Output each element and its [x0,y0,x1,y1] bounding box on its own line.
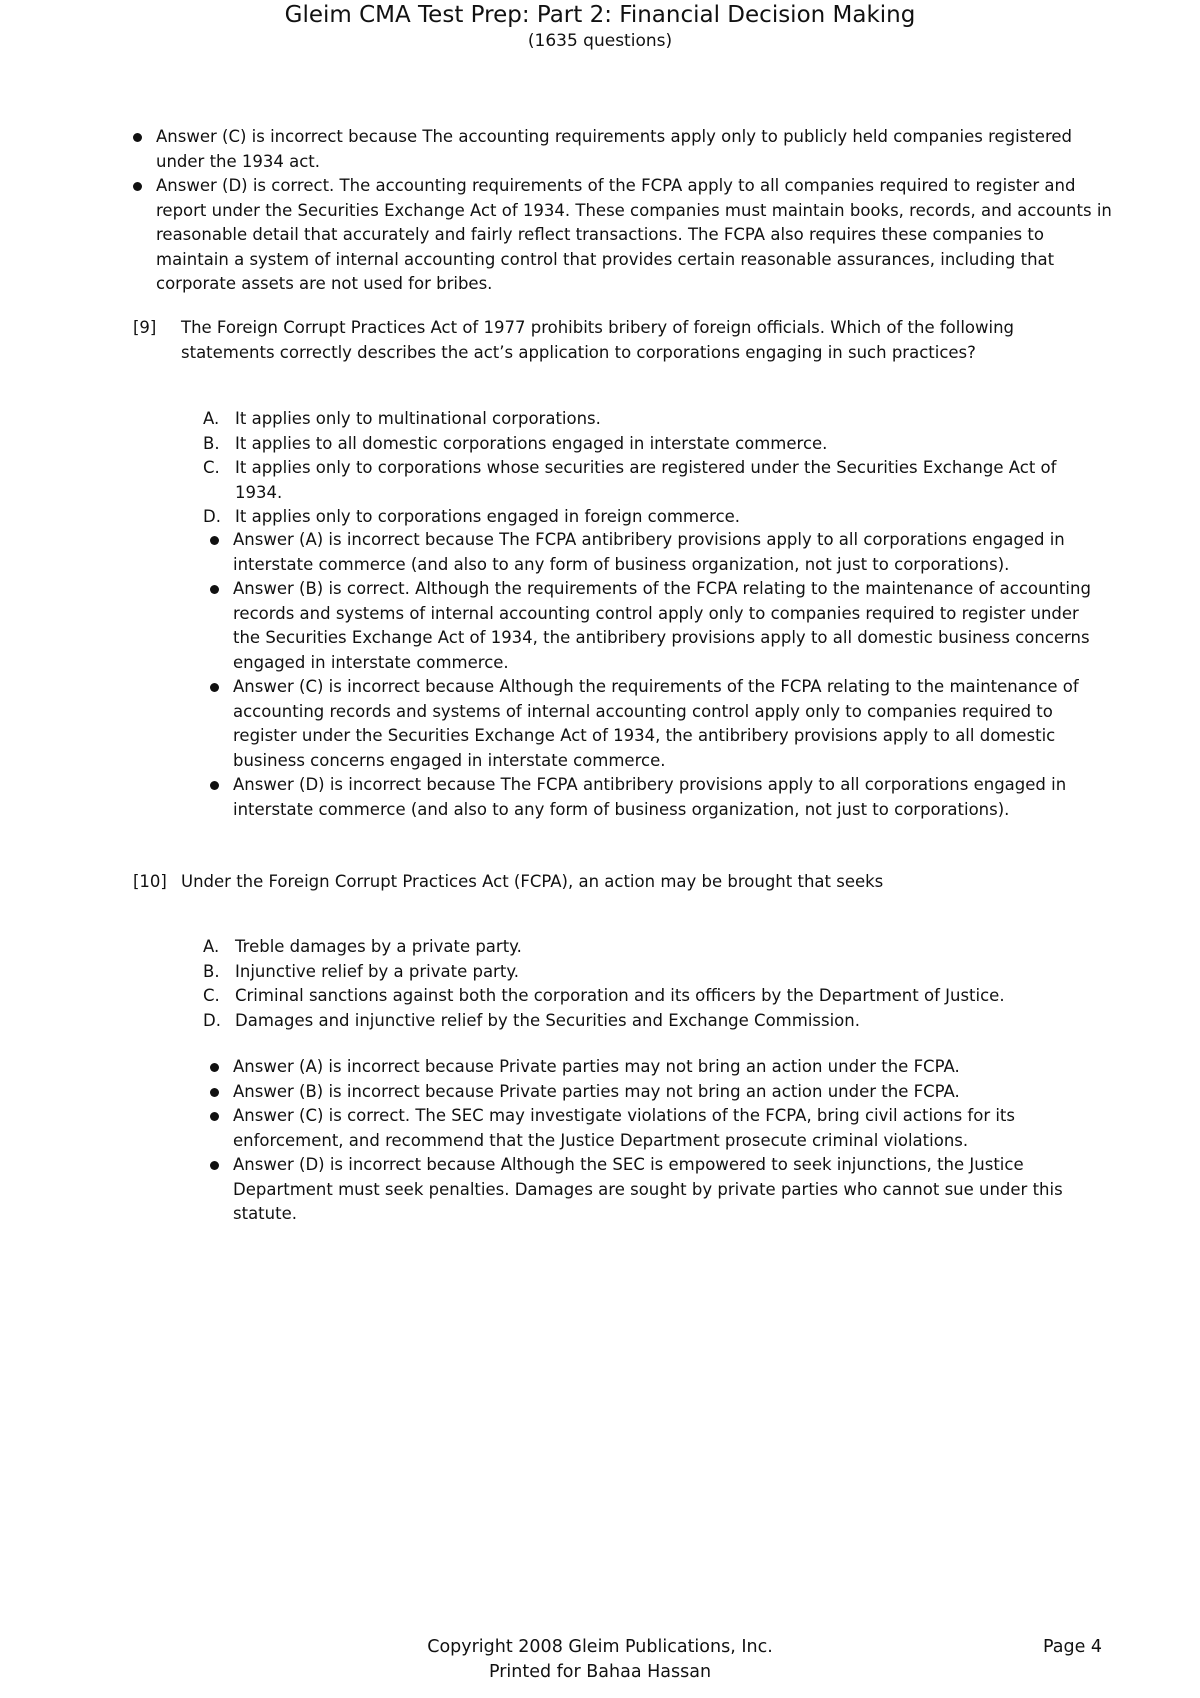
choice-d [203,505,1083,530]
previous-answer-list [133,125,1118,297]
answer-explanation: Answer (D) is correct. The accounting requirements of the FCPA apply to all companies required to register and report under the Securities Exchange Act of 1934. These companies must maintain books, records, and accounts in reasonable detail that accurately and fairly reflect transactions. The FCPA also requires these companies to maintain a system of internal accounting control that provides certain reasonable assurances, including that corporate assets are not used for bribes. [133,174,1118,297]
choice-b [203,960,1083,985]
answer-explanation: Answer (C) is incorrect because The accounting requirements apply only to publicly held companies registered under the 1934 act. [133,125,1118,174]
choice-text: It applies to all domestic corporations engaged in interstate commerce. [235,433,828,453]
choice-c [203,456,1083,505]
choice-text: Injunctive relief by a private party. [235,961,519,981]
choice-a [203,935,1083,960]
answer-explanation: Answer (C) is incorrect because Although the requirements of the FCPA relating to the maintenance of accounting records and systems of internal accounting control apply only to companies required to register under the Securities Exchange Act of 1934, the antibribery provisions apply to all domestic business concerns engaged in interstate commerce. [210,675,1110,773]
answer-explanation: Answer (A) is incorrect because Private parties may not bring an action under the FCPA. [210,1055,1110,1080]
copyright-notice: Copyright 2008 Gleim Publications, Inc. [427,1637,773,1657]
choice-text: Treble damages by a private party. [235,937,522,956]
choice-text: Damages and injunctive relief by the Securities and Exchange Commission. [235,1010,860,1030]
answer-explanation: Answer (B) is correct. Although the requirements of the FCPA relating to the maintenance of accounting records and systems of internal accounting control apply only to companies required to register under the Securities Exchange Act of 1934, the antibribery provisions apply to all domestic business concerns engaged in interstate commerce. [210,577,1110,675]
choice-letter: C. [203,986,220,1005]
question-10-choices [203,935,1083,1033]
choice-text: Criminal sanctions against both the corporation and its officers by the Department of Justice. [235,986,1005,1005]
choice-letter: A. [203,937,220,956]
choice-a [203,407,1083,432]
choice-letter: D. [203,1010,221,1030]
choice-letter: B. [203,433,220,453]
answer-explanation: Answer (C) is correct. The SEC may investigate violations of the FCPA, bring civil actions for its enforcement, and recommend that the Justice Department prosecute criminal violations. [210,1104,1110,1153]
choice-c [203,984,1083,1009]
question-text: The Foreign Corrupt Practices Act of 1977 prohibits bribery of foreign officials. Which of the following statements correctly describes the act’s application to corporations engaging in such practices? [181,318,1015,362]
document-title: Gleim CMA Test Prep: Part 2: Financial Decision Making [284,2,916,28]
choice-letter: C. [203,458,220,477]
choice-text: It applies only to multinational corporations. [235,409,601,428]
answer-explanation: Answer (D) is incorrect because The FCPA antibribery provisions apply to all corporations engaged in interstate commerce (and also to any form of business organization, not just to corporations). [210,773,1110,822]
question-9-choices [203,407,1083,530]
printed-for: Printed for Bahaa Hassan [488,1662,712,1682]
answer-explanation: Answer (B) is incorrect because Private parties may not bring an action under the FCPA. [210,1080,1110,1105]
question-text: Under the Foreign Corrupt Practices Act (FCPA), an action may be brought that seeks [181,872,884,891]
question-number: [9] [133,318,157,337]
question-10 [133,870,1053,895]
answer-explanation: Answer (A) is incorrect because The FCPA antibribery provisions apply to all corporations engaged in interstate commerce (and also to any form of business organization, not just to corporations). [210,528,1110,577]
choice-letter: A. [203,409,220,428]
question-9 [133,316,1053,365]
choice-letter: D. [203,507,221,526]
choice-text: It applies only to corporations whose securities are registered under the Securities Exchange Act of 1934. [235,458,1057,502]
answer-explanation: Answer (D) is incorrect because Although the SEC is empowered to seek injunctions, the Justice Department must seek penalties. Damages are sought by private parties who cannot sue under this statute. [210,1153,1110,1227]
question-10-answers [210,1055,1110,1227]
question-9-answers [210,528,1110,822]
choice-letter: B. [203,961,220,981]
question-count: (1635 questions) [527,31,673,51]
choice-text: It applies only to corporations engaged in foreign commerce. [235,507,741,526]
choice-d [203,1009,1083,1034]
choice-b [203,432,1083,457]
question-number: [10] [133,872,167,891]
page-number: Page 4 [1043,1637,1103,1657]
